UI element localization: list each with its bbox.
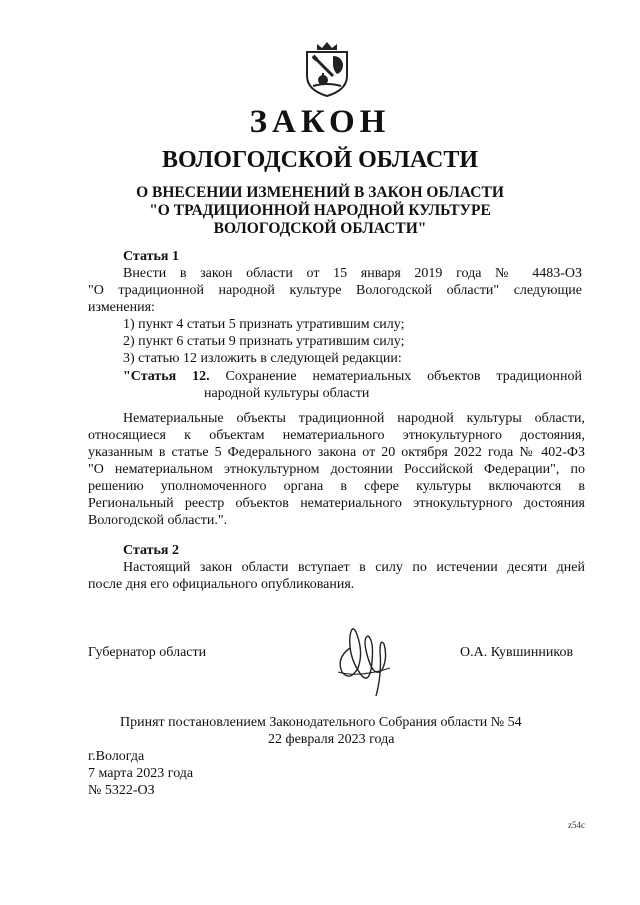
- document-subtitle: [0, 184, 640, 238]
- document-title: ЗАКОН: [249, 104, 391, 140]
- footer-number: № 5322-ОЗ: [88, 783, 155, 798]
- list-item: 2) пункт 6 статьи 9 признать утратившим силу;: [123, 334, 405, 349]
- paragraph-line: указанным в статье 5 Федерального закона от 20 октября 2022 года № 402-ФЗ: [88, 445, 585, 460]
- paragraph-line: Региональный реестр объектов нематериального этнокультурного достояния: [88, 496, 585, 511]
- quoted-article-body: [88, 410, 585, 529]
- subtitle-line: "О ТРАДИЦИОННОЙ НАРОДНОЙ КУЛЬТУРЕ: [149, 202, 491, 219]
- document-region: ВОЛОГОДСКОЙ ОБЛАСТИ: [161, 147, 479, 173]
- quoted-article-heading-line: [123, 368, 582, 385]
- subtitle-line: ВОЛОГОДСКОЙ ОБЛАСТИ": [213, 220, 427, 237]
- paragraph-line: относящиеся к объектам нематериального этнокультурного достояния,: [88, 428, 585, 443]
- subtitle-line: О ВНЕСЕНИИ ИЗМЕНЕНИЙ В ЗАКОН ОБЛАСТИ: [136, 184, 504, 201]
- signature-icon: [328, 618, 398, 703]
- quoted-article-title: Сохранение нематериальных объектов традиционной: [225, 369, 582, 384]
- handwritten-signature: [328, 618, 398, 703]
- document-code: z54c: [568, 820, 585, 830]
- adoption-line: Принят постановлением Законодательного Собрания области № 54: [120, 715, 522, 730]
- list-item: 3) статью 12 изложить в следующей редакции:: [123, 351, 402, 366]
- list-item: 1) пункт 4 статьи 5 признать утратившим силу;: [123, 317, 405, 332]
- paragraph-line: Нематериальные объекты традиционной народной культуры области,: [123, 411, 585, 426]
- article-1-intro: [88, 265, 582, 316]
- paragraph-line: изменения:: [88, 300, 155, 315]
- adoption-date: 22 февраля 2023 года: [268, 732, 395, 747]
- paragraph-line: Вологодской области.".: [88, 513, 228, 528]
- footer-city: г.Вологда: [88, 749, 145, 764]
- paragraph-line: решению уполномоченного органа в сфере культуры включаются в: [88, 479, 585, 494]
- quoted-article-label: "Статья 12.: [123, 369, 210, 384]
- paragraph-line: после дня его официального опубликования.: [88, 577, 355, 592]
- paragraph-line: "О нематериальном этнокультурном достоянии Российской Федерации", по: [88, 462, 585, 477]
- quoted-article-heading: [123, 368, 582, 385]
- article-2-heading: Статья 2: [123, 543, 179, 558]
- article-2-body: [88, 559, 585, 593]
- footer-date: 7 марта 2023 года: [88, 766, 194, 781]
- article-1-items: [123, 316, 404, 367]
- paragraph-line: Внести в закон области от 15 января 2019 года № 4483-ОЗ: [123, 266, 582, 281]
- paragraph-line: "О традиционной народной культуре Вологодской области" следующие: [88, 283, 582, 298]
- coat-of-arms-emblem: [303, 40, 351, 98]
- paragraph-line: Настоящий закон области вступает в силу по истечении десяти дней: [123, 560, 585, 575]
- quoted-article-title-continued: народной культуры области: [204, 386, 370, 401]
- coat-of-arms-icon: [303, 40, 351, 98]
- article-1-heading: Статья 1: [123, 249, 179, 264]
- governor-title: Губернатор области: [88, 645, 207, 660]
- governor-name: О.А. Кувшинников: [460, 645, 574, 660]
